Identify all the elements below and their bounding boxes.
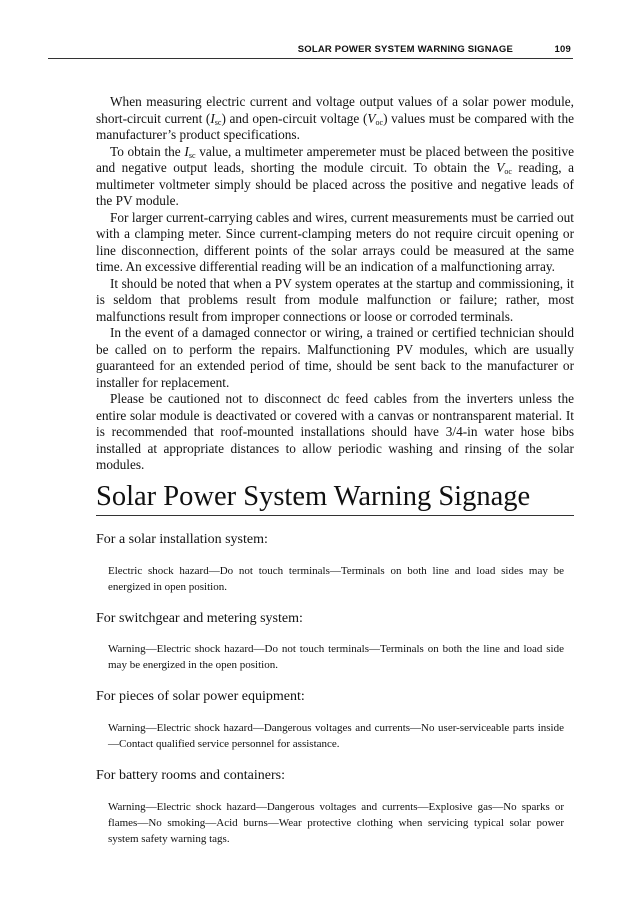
- page-number: 109: [554, 44, 571, 55]
- sign-text-equipment: Warning—Electric shock hazard—Dangerous voltages and currents—No user-serviceable parts inside—Contact qualified service personnel for assistance.: [108, 722, 564, 750]
- paragraph-text: value, a multimeter amperemeter must be placed between the positive and negative output leads, shorting the module circuit. To obtain the: [96, 143, 574, 175]
- voc-subscript: oc: [375, 117, 384, 127]
- isc-symbol: I: [210, 110, 215, 126]
- sign-heading-battery: For battery rooms and containers:: [96, 768, 285, 783]
- running-head: [48, 42, 573, 59]
- paragraph-text: ) and open-circuit voltage (: [221, 110, 368, 126]
- isc-symbol: I: [184, 143, 189, 159]
- paragraph-caution: Please be cautioned not to disconnect dc feed cables from the inverters unless the entire solar module is deactivated or covered with a canvas or nontransparent material. It is recommended that roof-mounted installations should have 3/4-in water hose bibs installed at appropriate distances to allow periodic washing and rinsing of the solar modules.: [96, 391, 574, 472]
- voc-symbol: V: [367, 110, 376, 126]
- paragraph-text: When measuring electric current and voltage output values of a solar power module, short-circuit current (: [96, 94, 574, 126]
- voc-symbol: V: [496, 160, 505, 175]
- paragraph-text: To obtain the: [110, 143, 185, 159]
- paragraph-measuring-values: [96, 94, 574, 144]
- isc-subscript: sc: [214, 117, 222, 127]
- section-title: Solar Power System Warning Signage: [96, 479, 574, 516]
- voc-subscript: oc: [504, 167, 512, 176]
- paragraph-text: ) values must be compared with the manufacturer’s product specifications.: [96, 110, 574, 142]
- paragraph-clamping-meter: For larger current-carrying cables and wires, current measurements must be carried out with a clamping meter. Since current-clamping meters do not require circuit opening or line disconnection, different points of the solar arrays could be measured at the same time. An excessive differential reading will be an indication of a malfunctioning array.: [96, 209, 574, 274]
- isc-subscript: sc: [188, 150, 196, 160]
- sign-heading-equipment: For pieces of solar power equipment:: [96, 689, 305, 704]
- sign-heading-installation: For a solar installation system:: [96, 532, 268, 547]
- paragraph-repairs: In the event of a damaged connector or wiring, a trained or certified technician should be called on to perform the repairs. Malfunctioning PV modules, which are usually guaranteed for an extended period of time, should be sent back to the manufacturer or installer for replacement.: [96, 325, 574, 390]
- sign-heading-switchgear: For switchgear and metering system:: [96, 611, 303, 626]
- paragraph-text: reading, a multimeter voltmeter simply should be placed across the positive and negative leads of the PV module.: [96, 160, 574, 208]
- sign-text-installation: Electric shock hazard—Do not touch terminals—Terminals on both line and load sides may be energized in open position.: [108, 565, 564, 593]
- paragraph-startup: It should be noted that when a PV system operates at the startup and commissioning, it is seldom that problems result from module malfunction or failure; rather, most malfunctions result from improper connections or loose or corroded terminals.: [96, 275, 574, 324]
- sign-text-battery: Warning—Electric shock hazard—Dangerous voltages and currents—Explosive gas—No sparks or flames—No smoking—Acid burns—Wear protective clothing when servicing typical solar power system safety warning tags.: [108, 801, 564, 845]
- running-head-title: SOLAR POWER SYSTEM WARNING SIGNAGE: [297, 44, 513, 55]
- paragraph-obtain-values: [96, 144, 574, 210]
- body-text: [96, 94, 574, 474]
- sign-text-switchgear: Warning—Electric shock hazard—Do not touch terminals—Terminals on both the line and load side may be energized in the open position.: [108, 643, 564, 671]
